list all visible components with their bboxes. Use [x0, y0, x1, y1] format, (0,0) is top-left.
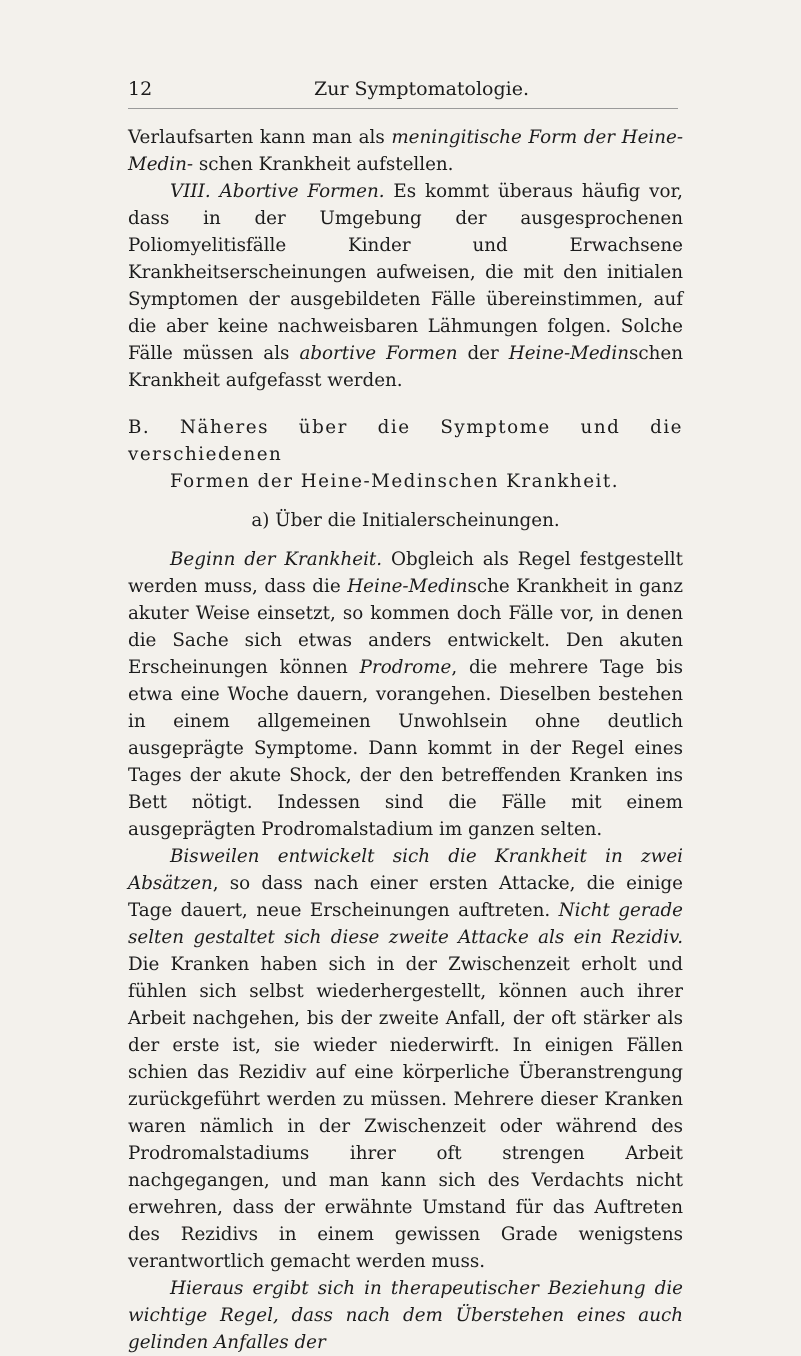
paragraph-onset: [128, 546, 683, 843]
italic-run: Nicht gerade selten gestaltet sich diese zweite Attacke als ein Rezidiv.: [128, 900, 683, 948]
text-run: Obgleich als Regel festgestellt werden muss, dass die: [128, 549, 683, 597]
page-header: [128, 78, 688, 108]
text-run: sche Krankheit in ganz akuter Weise einsetzt, so kommen doch Fälle vor, in denen die Sache sich etwas anders entwickelt. Den akuten Erscheinungen können: [128, 576, 683, 678]
text-run: Die Kranken haben sich in der Zwischenzeit erholt und fühlen sich selbst wiederhergestellt, können auch ihrer Arbeit nachgehen, bis der zweite Anfall, der oft stärker als der erste ist, sie wieder niederwirft. In einigen Fällen schien das Rezidiv auf eine körperliche Überanstrengung zurückgeführt werden zu müssen. Mehrere dieser Kranken waren nämlich in der Zwischenzeit oder während des Prodromalstadiums ihrer oft strengen Arbeit nachgegangen, und man kann sich des Verdachts nicht erwehren, dass der erwähnte Umstand für das Auftreten des Rezidivs in einem gewissen Grade wenigstens verantwortlich gemacht werden muss.: [128, 954, 683, 1272]
section-heading-b: [128, 414, 683, 495]
text-run: schen Krankheit aufstellen.: [198, 154, 454, 175]
paragraph-abortive-forms: [128, 178, 683, 394]
spacer: [128, 394, 683, 414]
paragraph-two-phases: [128, 843, 683, 1275]
running-title: Zur Symptomatologie.: [314, 78, 530, 100]
italic-run: Beginn der Krankheit.: [170, 549, 383, 570]
italic-run: VIII. Abortive Formen.: [170, 181, 385, 202]
text-run: Es kommt überaus häufig vor, dass in der Umgebung der ausgesprochenen Poliomyelitisfälle Kinder und Erwachsene Krankheitserscheinungen aufweisen, die mit den initialen Symptomen der ausgebildeten Fälle übereinstimmen, auf die aber keine nachweisbaren Lähmungen folgen. Solche Fälle müssen als: [128, 181, 683, 364]
italic-run: meningitische Form der Heine-Medin-: [128, 127, 684, 175]
spacer: [128, 534, 683, 546]
text-run: der: [457, 343, 509, 364]
text-run: , die mehrere Tage bis etwa eine Woche dauern, vorangehen. Dieselben bestehen in einem allgemeinen Unwohlsein ohne deutlich ausgeprägte Symptome. Dann kommt in der Regel eines Tages der akute Shock, der den betreffenden Kranken ins Bett nötigt. Indessen sind die Fälle mit einem ausgeprägten Prodromalstadium im ganzen selten.: [128, 657, 683, 840]
page-body: [128, 124, 683, 1356]
italic-run: Prodrome: [359, 657, 452, 678]
text-run: schen Krankheit aufgefasst werden.: [128, 343, 683, 391]
italic-run: Bisweilen entwickelt sich die Krankheit in zwei Absätzen: [128, 846, 683, 894]
spacer: [128, 495, 683, 507]
text-run: , so dass nach einer ersten Attacke, die einige Tage dauert, neue Erscheinungen auftreten.: [128, 873, 683, 921]
section-heading-line-1: B. Näheres über die Symptome und die verschiedenen: [128, 417, 683, 465]
text-run: Verlaufsarten kann man als: [128, 127, 392, 148]
subsection-heading-a: a) Über die Initialerscheinungen.: [251, 510, 560, 531]
page-number: 12: [128, 78, 153, 100]
header-rule: [128, 108, 678, 109]
section-heading-line-2: Formen der Heine-Medinschen Krankheit.: [170, 471, 620, 492]
italic-run: abortive Formen: [299, 343, 458, 364]
italic-run: Heine-Medin: [347, 576, 468, 597]
paragraph-therapy-rule: [128, 1275, 683, 1356]
paragraph-continued: [128, 124, 683, 178]
italic-run: Heine-Medin: [508, 343, 629, 364]
italic-run: Hieraus ergibt sich in therapeutischer Beziehung die wichtige Regel, dass nach dem Überstehen eines auch gelinden Anfalles der: [128, 1278, 683, 1353]
